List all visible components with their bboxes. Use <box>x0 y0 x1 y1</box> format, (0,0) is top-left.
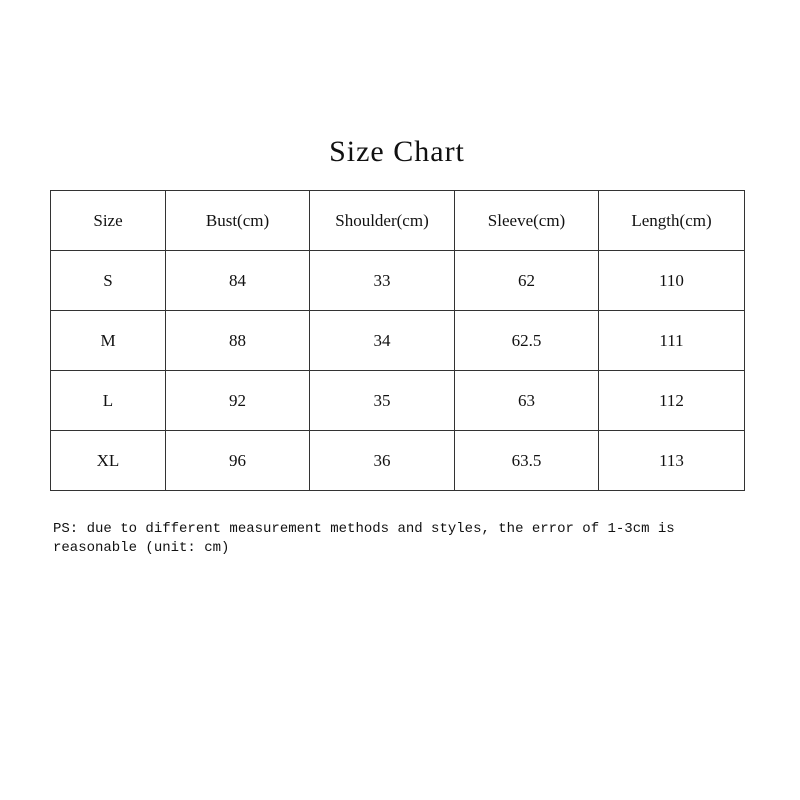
cell-length: 110 <box>599 251 745 311</box>
header-sleeve: Sleeve(cm) <box>455 191 599 251</box>
cell-bust: 96 <box>166 431 310 491</box>
cell-bust: 88 <box>166 311 310 371</box>
table-row <box>51 251 745 311</box>
cell-size: M <box>51 311 166 371</box>
cell-bust: 92 <box>166 371 310 431</box>
cell-sleeve: 63.5 <box>455 431 599 491</box>
cell-length: 113 <box>599 431 745 491</box>
measurement-note: PS: due to different measurement methods and styles, the error of 1-3cm is reasonable (unit: cm) <box>53 521 675 556</box>
cell-length: 112 <box>599 371 745 431</box>
cell-shoulder: 36 <box>310 431 455 491</box>
table-row <box>51 311 745 371</box>
cell-shoulder: 34 <box>310 311 455 371</box>
size-table <box>50 190 745 491</box>
cell-sleeve: 62.5 <box>455 311 599 371</box>
cell-size: S <box>51 251 166 311</box>
cell-shoulder: 33 <box>310 251 455 311</box>
header-size: Size <box>51 191 166 251</box>
cell-sleeve: 62 <box>455 251 599 311</box>
cell-size: XL <box>51 431 166 491</box>
table-row <box>51 431 745 491</box>
table-row <box>51 371 745 431</box>
header-shoulder: Shoulder(cm) <box>310 191 455 251</box>
header-bust: Bust(cm) <box>166 191 310 251</box>
table-header-row <box>51 191 745 251</box>
cell-length: 111 <box>599 311 745 371</box>
cell-shoulder: 35 <box>310 371 455 431</box>
cell-sleeve: 63 <box>455 371 599 431</box>
cell-size: L <box>51 371 166 431</box>
cell-bust: 84 <box>166 251 310 311</box>
header-length: Length(cm) <box>599 191 745 251</box>
page-title: Size Chart <box>329 135 465 168</box>
